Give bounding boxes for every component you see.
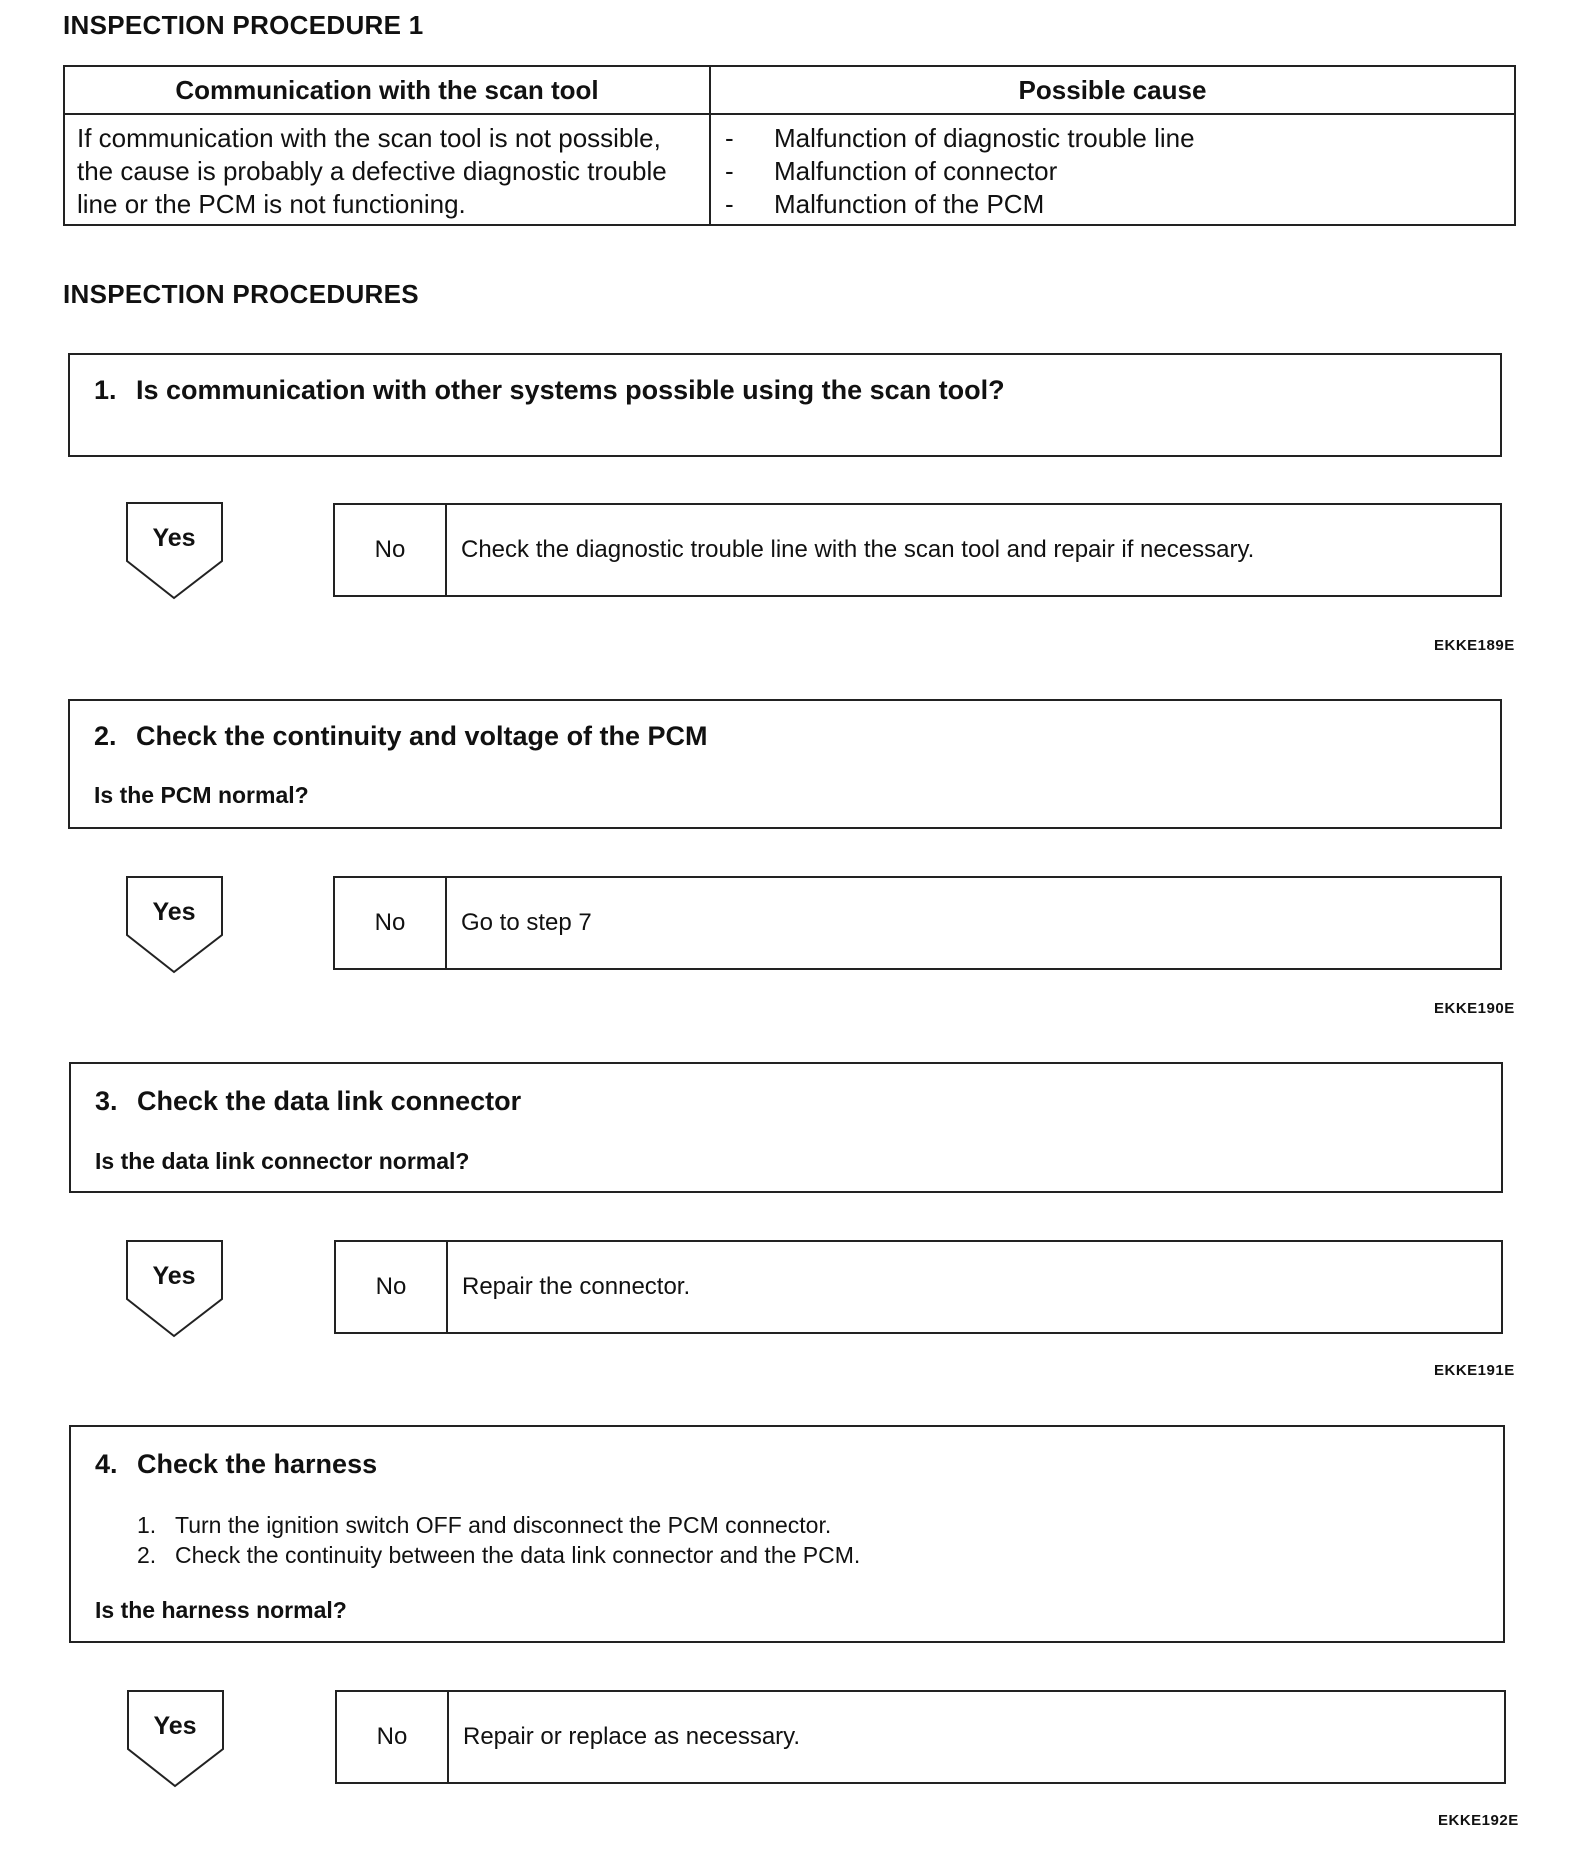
step-3-box bbox=[69, 1062, 1503, 1193]
table-header-possible-cause: Possible cause bbox=[1018, 75, 1207, 105]
step-1-no-box bbox=[333, 503, 1502, 597]
no-label: No bbox=[375, 1273, 407, 1300]
figure-code: EKKE190E bbox=[1434, 1000, 1515, 1017]
step-4-box bbox=[69, 1425, 1505, 1643]
step-3-question: Is the data link connector normal? bbox=[95, 1148, 470, 1174]
no-label: No bbox=[376, 1723, 408, 1750]
cause-item: - Malfunction of the PCM bbox=[725, 189, 1045, 219]
table-description bbox=[77, 122, 705, 221]
step-4-no-box bbox=[335, 1690, 1506, 1784]
figure-code: EKKE191E bbox=[1434, 1362, 1515, 1379]
yes-label: Yes bbox=[153, 1712, 197, 1740]
possible-cause-table bbox=[63, 65, 1516, 226]
step-2-box bbox=[68, 699, 1502, 829]
step-4-substeps bbox=[137, 1510, 860, 1570]
step-2-yes-arrow bbox=[126, 876, 226, 976]
substep-item: 2. Check the continuity between the data link connector and the PCM. bbox=[137, 1542, 861, 1568]
step-1-title: 1. Is communication with other systems possible using the scan tool? bbox=[94, 375, 1005, 405]
description-line: the cause is probably a defective diagnostic trouble bbox=[77, 156, 667, 186]
bullet-dash: - bbox=[725, 189, 734, 219]
yes-label: Yes bbox=[152, 898, 196, 926]
substep-item: 1. Turn the ignition switch OFF and disconnect the PCM connector. bbox=[137, 1512, 832, 1538]
step-1-box bbox=[68, 353, 1502, 457]
step-4-title: 4. Check the harness bbox=[95, 1449, 378, 1479]
no-box-divider bbox=[445, 505, 447, 595]
step-2-title: 2. Check the continuity and voltage of the PCM bbox=[94, 721, 708, 751]
figure-code: EKKE192E bbox=[1438, 1812, 1519, 1829]
no-box-divider bbox=[445, 878, 447, 968]
step-2-no-box bbox=[333, 876, 1502, 970]
no-box-divider bbox=[446, 1242, 448, 1332]
no-label: No bbox=[374, 536, 406, 563]
description-line: line or the PCM is not functioning. bbox=[77, 189, 466, 219]
step-3-yes-arrow bbox=[126, 1240, 226, 1340]
yes-label: Yes bbox=[152, 524, 196, 552]
step-3-title: 3. Check the data link connector bbox=[95, 1086, 522, 1116]
step-1-yes-arrow bbox=[126, 502, 226, 602]
description-line: If communication with the scan tool is not possible, bbox=[77, 123, 661, 153]
page-title: INSPECTION PROCEDURE 1 bbox=[63, 10, 424, 40]
step-4-yes-arrow bbox=[127, 1690, 227, 1790]
step-1-no-action: Check the diagnostic trouble line with the scan tool and repair if necessary. bbox=[461, 536, 1255, 563]
step-4-no-action: Repair or replace as necessary. bbox=[463, 1723, 801, 1750]
step-3-no-action: Repair the connector. bbox=[462, 1273, 691, 1300]
step-2-question: Is the PCM normal? bbox=[94, 782, 309, 808]
yes-label: Yes bbox=[152, 1262, 196, 1290]
possible-causes-list bbox=[721, 122, 1501, 221]
step-3-no-box bbox=[334, 1240, 1503, 1334]
cause-item: - Malfunction of diagnostic trouble line bbox=[725, 123, 1195, 153]
section-title: INSPECTION PROCEDURES bbox=[63, 279, 419, 309]
figure-code: EKKE189E bbox=[1434, 637, 1515, 654]
bullet-dash: - bbox=[725, 156, 734, 186]
step-4-question: Is the harness normal? bbox=[95, 1597, 347, 1623]
bullet-dash: - bbox=[725, 123, 734, 153]
step-2-no-action: Go to step 7 bbox=[461, 909, 592, 936]
cause-item: - Malfunction of connector bbox=[725, 156, 1058, 186]
table-header-communication: Communication with the scan tool bbox=[175, 75, 599, 105]
no-box-divider bbox=[447, 1692, 449, 1782]
no-label: No bbox=[374, 909, 406, 936]
